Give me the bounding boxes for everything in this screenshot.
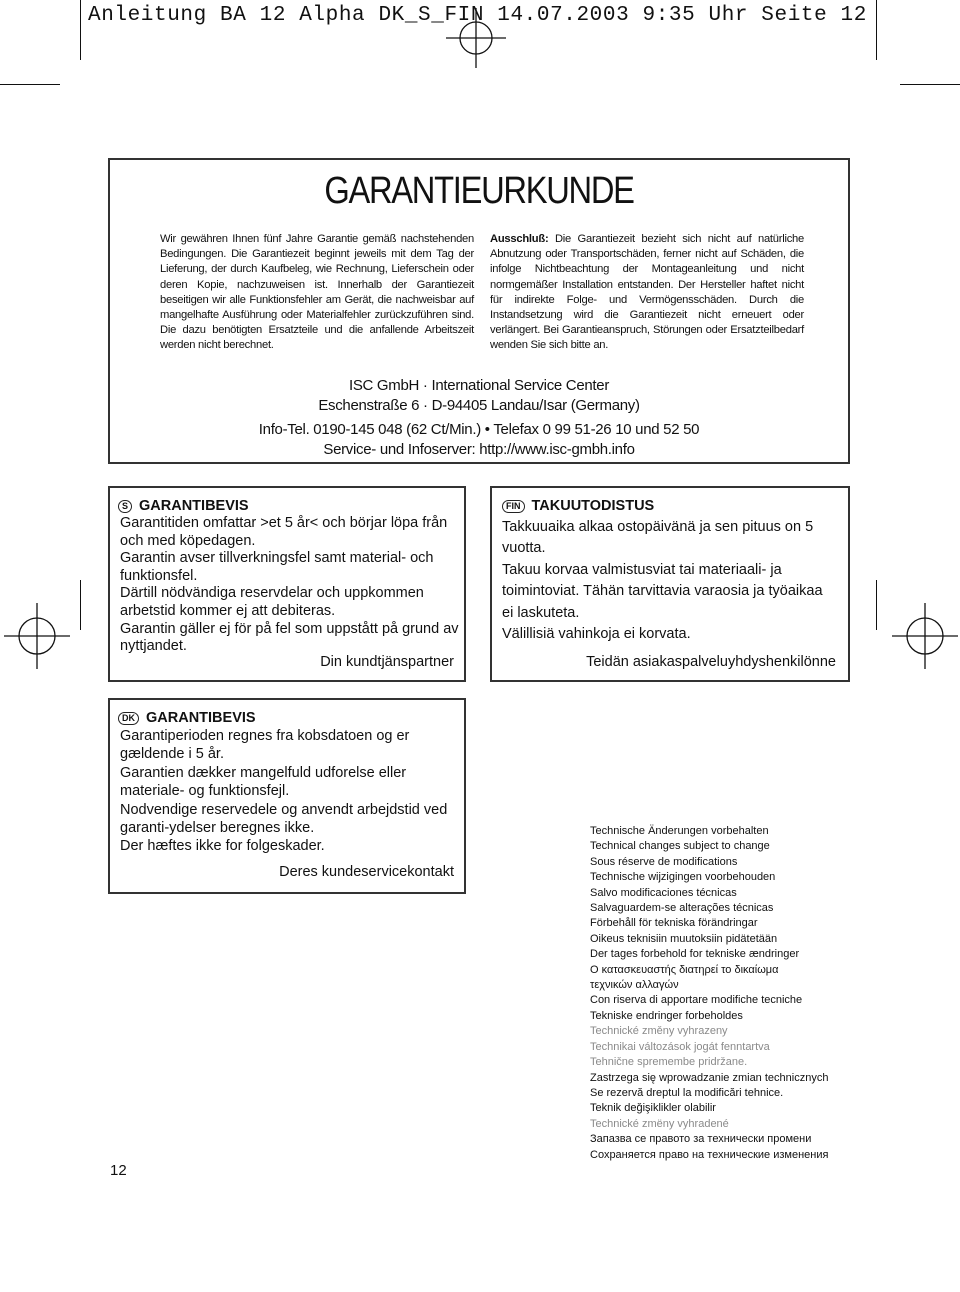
exclusion-label: Ausschluß: (490, 233, 549, 245)
guarantee-heading-finland (502, 498, 654, 514)
company-contact (110, 420, 848, 460)
guarantee-box-denmark (108, 698, 466, 894)
certificate-terms-left: Wir gewähren Ihnen fünf Jahre Garantie gemäß nachstehenden Bedingungen. Die Garantiezeit beginnt jeweils mit dem Tag der Lieferung, der durch Kaufbeleg, wie Rechnung, Lieferschein oder deren Kopie, nachzuweisen ist. Innerhalb der Garantiezeit beseitigen wir alle Funktionsfehler am Gerät, die nachweisbar auf mangelhafte Ausführung oder Materialfehler zurückzuführen sind. Die dazu benötigten Ersatzteile und die anfallende Arbeitszeit werden nicht berechnet. (160, 233, 474, 352)
guarantee-paragraph: Garantien dækker mangelfuld udforelse eller materiale- og funktionsfejl. (120, 764, 407, 800)
change-notice-line: Technikai változások jogát fenntartva (590, 1040, 770, 1053)
change-notice-line: Запазва се правото за технически промени (590, 1133, 812, 1146)
guarantee-heading-denmark (118, 710, 256, 726)
change-notice-line: Ο κατασκευαστής διατηρεί το δικαίωμα (590, 963, 779, 976)
change-notice-line: Technische wijzigingen voorbehouden (590, 871, 776, 884)
crop-mark (80, 0, 81, 60)
registration-mark-icon (892, 603, 958, 669)
page-number: 12 (110, 1162, 127, 1179)
change-notice-line: Tekniske endringer forbeholdes (590, 1009, 743, 1022)
guarantee-title: TAKUUTODISTUS (531, 498, 655, 514)
registration-mark-icon (4, 603, 70, 669)
change-notice-line: Förbehåll för tekniska förändringar (590, 917, 758, 930)
exclusion-text: Die Garantiezeit bezieht sich nicht auf natürliche Abnutzung oder Transportschäden, ferner nicht auf Schäden, die infolge Nichtbeachtung der Montageanleitung und nicht normgemäßer Installation entstanden. Der Hersteller haftet nicht für indirekte Folge- und Vermögensschäden. Durch die Instandsetzung wird die Garantiezeit nicht erneuert oder verlängert. Bei Garantieanspruch, Störungen oder Ersatzteilbedarf wenden Sie sich bitte an. (490, 233, 804, 352)
change-notice-line: Teknik değişiklikler olabilir (590, 1102, 716, 1115)
change-notice-line: Technické zmëny vyhradené (590, 1117, 729, 1130)
crop-mark (876, 580, 877, 630)
change-notice-line: Sous réserve de modifications (590, 855, 738, 868)
change-notice-line: Con riserva di apportare modifiche tecniche (590, 994, 803, 1007)
guarantee-title: GARANTIBEVIS (139, 498, 249, 514)
guarantee-paragraph: Därtill nödvändiga reservdelar och uppkommen arbetstid kommer ej att debiteras. (120, 585, 424, 619)
guarantee-paragraph: Nodvendige reservedele og anvendt arbejdstid ved garanti-ydelser beregnes ikke. (120, 801, 448, 837)
change-notice-line: Der tages forbehold for tekniske ændringer (590, 948, 800, 961)
guarantee-paragraph: Garantitiden omfattar >et 5 år< och börjar löpa från och med köpedagen. (120, 515, 448, 549)
change-notice-line: τεχνικών αλλαγών (590, 979, 679, 992)
crop-mark (900, 84, 960, 85)
crop-mark (876, 0, 877, 60)
guarantee-paragraph: Välillisiä vahinkoja ei korvata. (502, 626, 691, 643)
guarantee-text-finland (502, 517, 837, 645)
change-notice-line: Tehnične spremembe pridržane. (590, 1056, 748, 1069)
guarantee-box-sweden (108, 486, 466, 682)
guarantee-text-denmark (120, 727, 455, 856)
guarantee-title: GARANTIBEVIS (146, 710, 256, 726)
change-notice-line: Oikeus teknisiin muutoksiin pidätetään (590, 932, 778, 945)
country-badge-icon: S (118, 500, 132, 513)
country-badge-icon: FIN (502, 500, 525, 513)
change-notice-line: Technical changes subject to change (590, 840, 770, 853)
registration-mark-icon (446, 8, 506, 68)
guarantee-certificate-box (108, 158, 850, 464)
change-notice-line: Salvo modificaciones técnicas (590, 886, 737, 899)
contact-web: Service- und Infoserver: http://www.isc-gmbh.info (323, 441, 635, 458)
change-notice-line: Salvaguardem-se alterações técnicas (590, 902, 774, 915)
guarantee-signature: Teidän asiakaspalveluyhdyshenkilönne (586, 654, 836, 670)
guarantee-paragraph: Der hæftes ikke for folgeskader. (120, 838, 325, 855)
guarantee-heading-sweden (118, 498, 249, 514)
change-notice-line: Zastrzega się wprowadzanie zmian technicznych (590, 1071, 829, 1084)
change-notice-line: Technische Änderungen vorbehalten (590, 825, 769, 837)
country-badge-icon: DK (118, 712, 139, 725)
guarantee-text-sweden (120, 515, 460, 656)
certificate-terms-right (490, 232, 804, 354)
technical-changes-notice (590, 824, 828, 1163)
change-notice-line: Сохраняется право на технические изменения (590, 1148, 829, 1161)
crop-mark (80, 580, 81, 630)
print-slug-header: Anleitung BA 12 Alpha DK_S_FIN 14.07.2003 9:35 Uhr Seite 12 (88, 4, 867, 27)
company-street: Eschenstraße 6 · D-94405 Landau/Isar (Germany) (318, 397, 640, 414)
guarantee-paragraph: Garantin gäller ej för på fel som uppstått på grund av nyttjandet. (120, 620, 459, 655)
certificate-title: GARANTIEURKUNDE (324, 170, 634, 212)
guarantee-signature: Din kundtjänspartner (320, 654, 454, 670)
change-notice-line: Se rezervă dreptul la modificări tehnice. (590, 1086, 784, 1099)
guarantee-paragraph: Garantiperioden regnes fra kobsdatoen og er gældende i 5 år. (120, 728, 410, 763)
guarantee-box-finland (490, 486, 850, 682)
guarantee-paragraph: Takuu korvaa valmistusviat tai materiaali- ja toimintoviat. Tähän tarvittavia varaosia ja työaikaa ei laskuteta. (502, 561, 823, 621)
guarantee-paragraph: Takkuuaika alkaa ostopäivänä ja sen pituus on 5 vuotta. (502, 519, 814, 557)
guarantee-signature: Deres kundeservicekontakt (279, 864, 454, 880)
change-notice-line: Technické změny vyhrazeny (590, 1025, 728, 1038)
contact-phone: Info-Tel. 0190-145 048 (62 Ct/Min.) • Telefax 0 99 51-26 10 und 52 50 (258, 421, 700, 438)
company-address (110, 376, 848, 416)
crop-mark (0, 84, 60, 85)
company-name: ISC GmbH · International Service Center (348, 377, 610, 394)
guarantee-paragraph: Garantin avser tillverkningsfel samt material- och funktionsfel. (120, 550, 434, 584)
